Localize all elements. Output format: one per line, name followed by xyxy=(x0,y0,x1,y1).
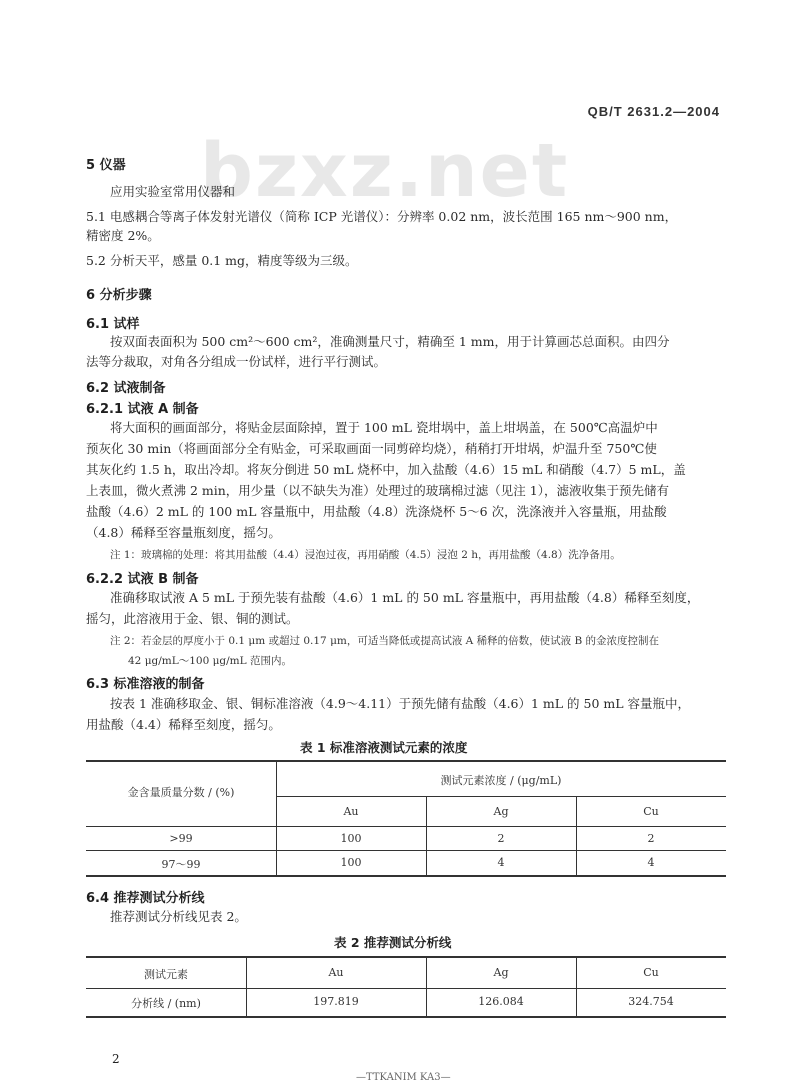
table-cell: 100 xyxy=(340,832,362,845)
paragraph-line: 上表皿，微火煮沸 2 min，用少量（以不缺失为准）处理过的玻璃棉过滤（见注 1），滤液收集于预先储有 xyxy=(86,483,669,498)
table-cell: 分析线 / (nm) xyxy=(131,997,201,1010)
table-cell: 197.819 xyxy=(313,995,359,1008)
table-cell: 324.754 xyxy=(628,995,674,1008)
note-2: 注 2：若金层的厚度小于 0.1 μm 或超过 0.17 μm，可适当降低或提高试液 A 稀释的倍数，使试液 B 的金浓度控制在 xyxy=(110,635,659,647)
table-1-caption: 表 1 标准溶液测试元素的浓度 xyxy=(300,740,468,755)
clause-6-4-heading: 6.4 推荐测试分析线 xyxy=(86,891,205,906)
clause-6-3-text: 按表 1 准确移取金、银、铜标准溶液（4.9～4.11）于预先储有盐酸（4.6）1 mL 的 50 mL 容量瓶中， xyxy=(110,696,691,711)
clause-6-2-2-text: 准确移取试液 A 5 mL 于预先装有盐酸（4.6）1 mL 的 50 mL 容量瓶中，再用盐酸（4.8）稀释至刻度， xyxy=(110,590,700,605)
table-1-group-header: 测试元素浓度 / (μg/mL) xyxy=(440,774,562,787)
clause-6-2-2-heading: 6.2.2 试液 B 制备 xyxy=(86,572,199,587)
section-6-heading: 6 分析步骤 xyxy=(86,288,152,303)
table-1-col-header-content: 金含量质量分数 / (%) xyxy=(127,786,235,799)
table-cell: Cu xyxy=(643,966,659,979)
clause-6-1-text: 按双面表面积为 500 cm²～600 cm²，准确测量尺寸，精确至 1 mm，用于计算画芯总面积。由四分 xyxy=(110,334,670,349)
note-2-cont: 42 μg/mL～100 μg/mL 范围内。 xyxy=(128,655,292,667)
clause-5-1: 5.1 电感耦合等离子体发射光谱仪（简称 ICP 光谱仪）：分辨率 0.02 nm，波长范围 165 nm～900 nm， xyxy=(86,209,678,224)
table-1-col-cu: Cu xyxy=(643,805,659,818)
table-cell: 100 xyxy=(340,856,362,869)
table-2-caption: 表 2 推荐测试分析线 xyxy=(334,935,452,950)
table-1-col-ag: Ag xyxy=(493,805,509,818)
paragraph-line: 将大面积的画面部分，将贴金层面除掉，置于 100 mL 瓷坩埚中，盖上坩埚盖，在 500℃高温炉中 xyxy=(110,420,658,435)
table-cell: Ag xyxy=(493,966,509,979)
paragraph-line: 其灰化约 1.5 h，取出冷却。将灰分倒进 50 mL 烧杯中，加入盐酸（4.6）15 mL 和硝酸（4.7）5 mL，盖 xyxy=(86,462,686,477)
paragraph-line: 盐酸（4.6）2 mL 的 100 mL 容量瓶中，用盐酸（4.8）洗涤烧杯 5～6 次，洗涤液并入容量瓶，用盐酸 xyxy=(86,504,667,519)
table-cell: 97～99 xyxy=(161,858,201,871)
clause-6-1-text-cont: 法等分裁取，对角各分组成一份试样，进行平行测试。 xyxy=(86,354,387,369)
clause-5-2: 5.2 分析天平，感量 0.1 mg，精度等级为三级。 xyxy=(86,253,358,268)
table-cell: 126.084 xyxy=(478,995,524,1008)
paragraph-line: 预灰化 30 min（将画面部分全有贴金，可采取画面一同剪碎均烧），稍稍打开坩埚，炉温升至 750℃使 xyxy=(86,441,657,456)
clause-6-3-text-cont: 用盐酸（4.4）稀释至刻度，摇匀。 xyxy=(86,717,281,732)
page-number: 2 xyxy=(112,1052,120,1066)
clause-6-3-heading: 6.3 标准溶液的制备 xyxy=(86,677,205,692)
watermark: bzxz.net xyxy=(200,128,570,214)
table-cell: >99 xyxy=(169,832,193,845)
footer-text: —TTKANIM KA3— xyxy=(356,1072,451,1083)
table-cell: 2 xyxy=(647,832,655,845)
clause-6-1-heading: 6.1 试样 xyxy=(86,317,140,332)
table-1-col-au: Au xyxy=(343,805,359,818)
clause-6-2-1-heading: 6.2.1 试液 A 制备 xyxy=(86,402,199,417)
clause-6-2-heading: 6.2 试液制备 xyxy=(86,381,166,396)
table-cell: 4 xyxy=(497,856,505,869)
table-cell: 4 xyxy=(647,856,655,869)
paragraph-line: （4.8）稀释至容量瓶刻度，摇匀。 xyxy=(86,525,281,540)
section-5-intro: 应用实验室常用仪器和 xyxy=(110,184,236,199)
table-cell: 测试元素 xyxy=(144,968,188,981)
table-cell: 2 xyxy=(497,832,505,845)
table-cell: Au xyxy=(328,966,344,979)
clause-5-1-cont: 精密度 2%。 xyxy=(86,228,160,243)
section-5-heading: 5 仪器 xyxy=(86,158,126,173)
standard-number: QB/T 2631.2—2004 xyxy=(587,104,720,119)
clause-6-4-text: 推荐测试分析线见表 2。 xyxy=(110,909,247,924)
clause-6-2-2-text-cont: 摇匀，此溶液用于金、银、铜的测试。 xyxy=(86,611,299,626)
note-1: 注 1：玻璃棉的处理：将其用盐酸（4.4）浸泡过夜，再用硝酸（4.5）浸泡 2 h，再用盐酸（4.8）洗净备用。 xyxy=(110,549,621,561)
